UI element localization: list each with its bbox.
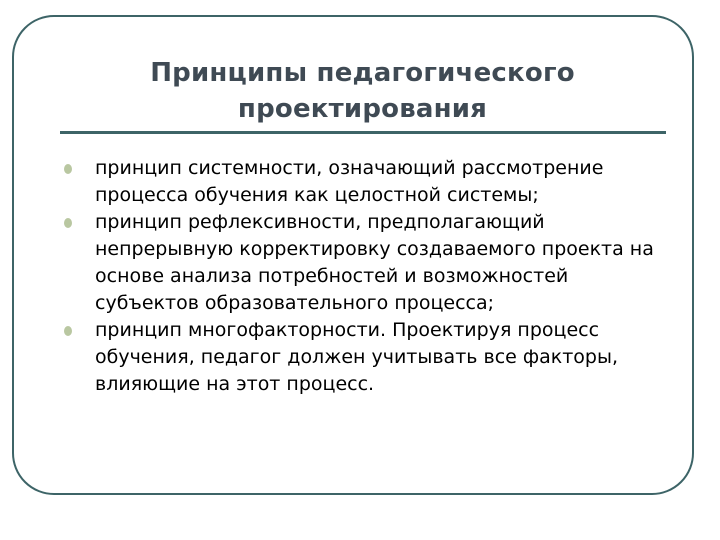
bullet-text: принцип системности, означающий рассмотрение процесса обучения как целостной системы; [95,157,604,206]
bullet-text: принцип рефлексивности, предполагающий непрерывную корректировку создаваемого проекта на основе анализа потребностей и возможностей субъектов образовательного процесса; [95,211,654,314]
bullet-text: принцип многофакторности. Проектируя процесс обучения, педагог должен учитывать все факторы, влияющие на этот процесс. [95,319,619,395]
bullet-dot-icon [64,326,72,336]
title-line-2: проектирования [237,94,488,124]
bullet-item-systemness [60,155,670,209]
bullet-list [60,155,670,398]
bullet-item-reflexivity [60,209,670,317]
title-divider [60,131,666,134]
bullet-item-multifactor [60,317,670,398]
bullet-dot-icon [64,164,72,174]
bullet-dot-icon [64,218,72,228]
title-line-1: Принципы педагогического [150,58,575,88]
slide-title [60,55,665,127]
